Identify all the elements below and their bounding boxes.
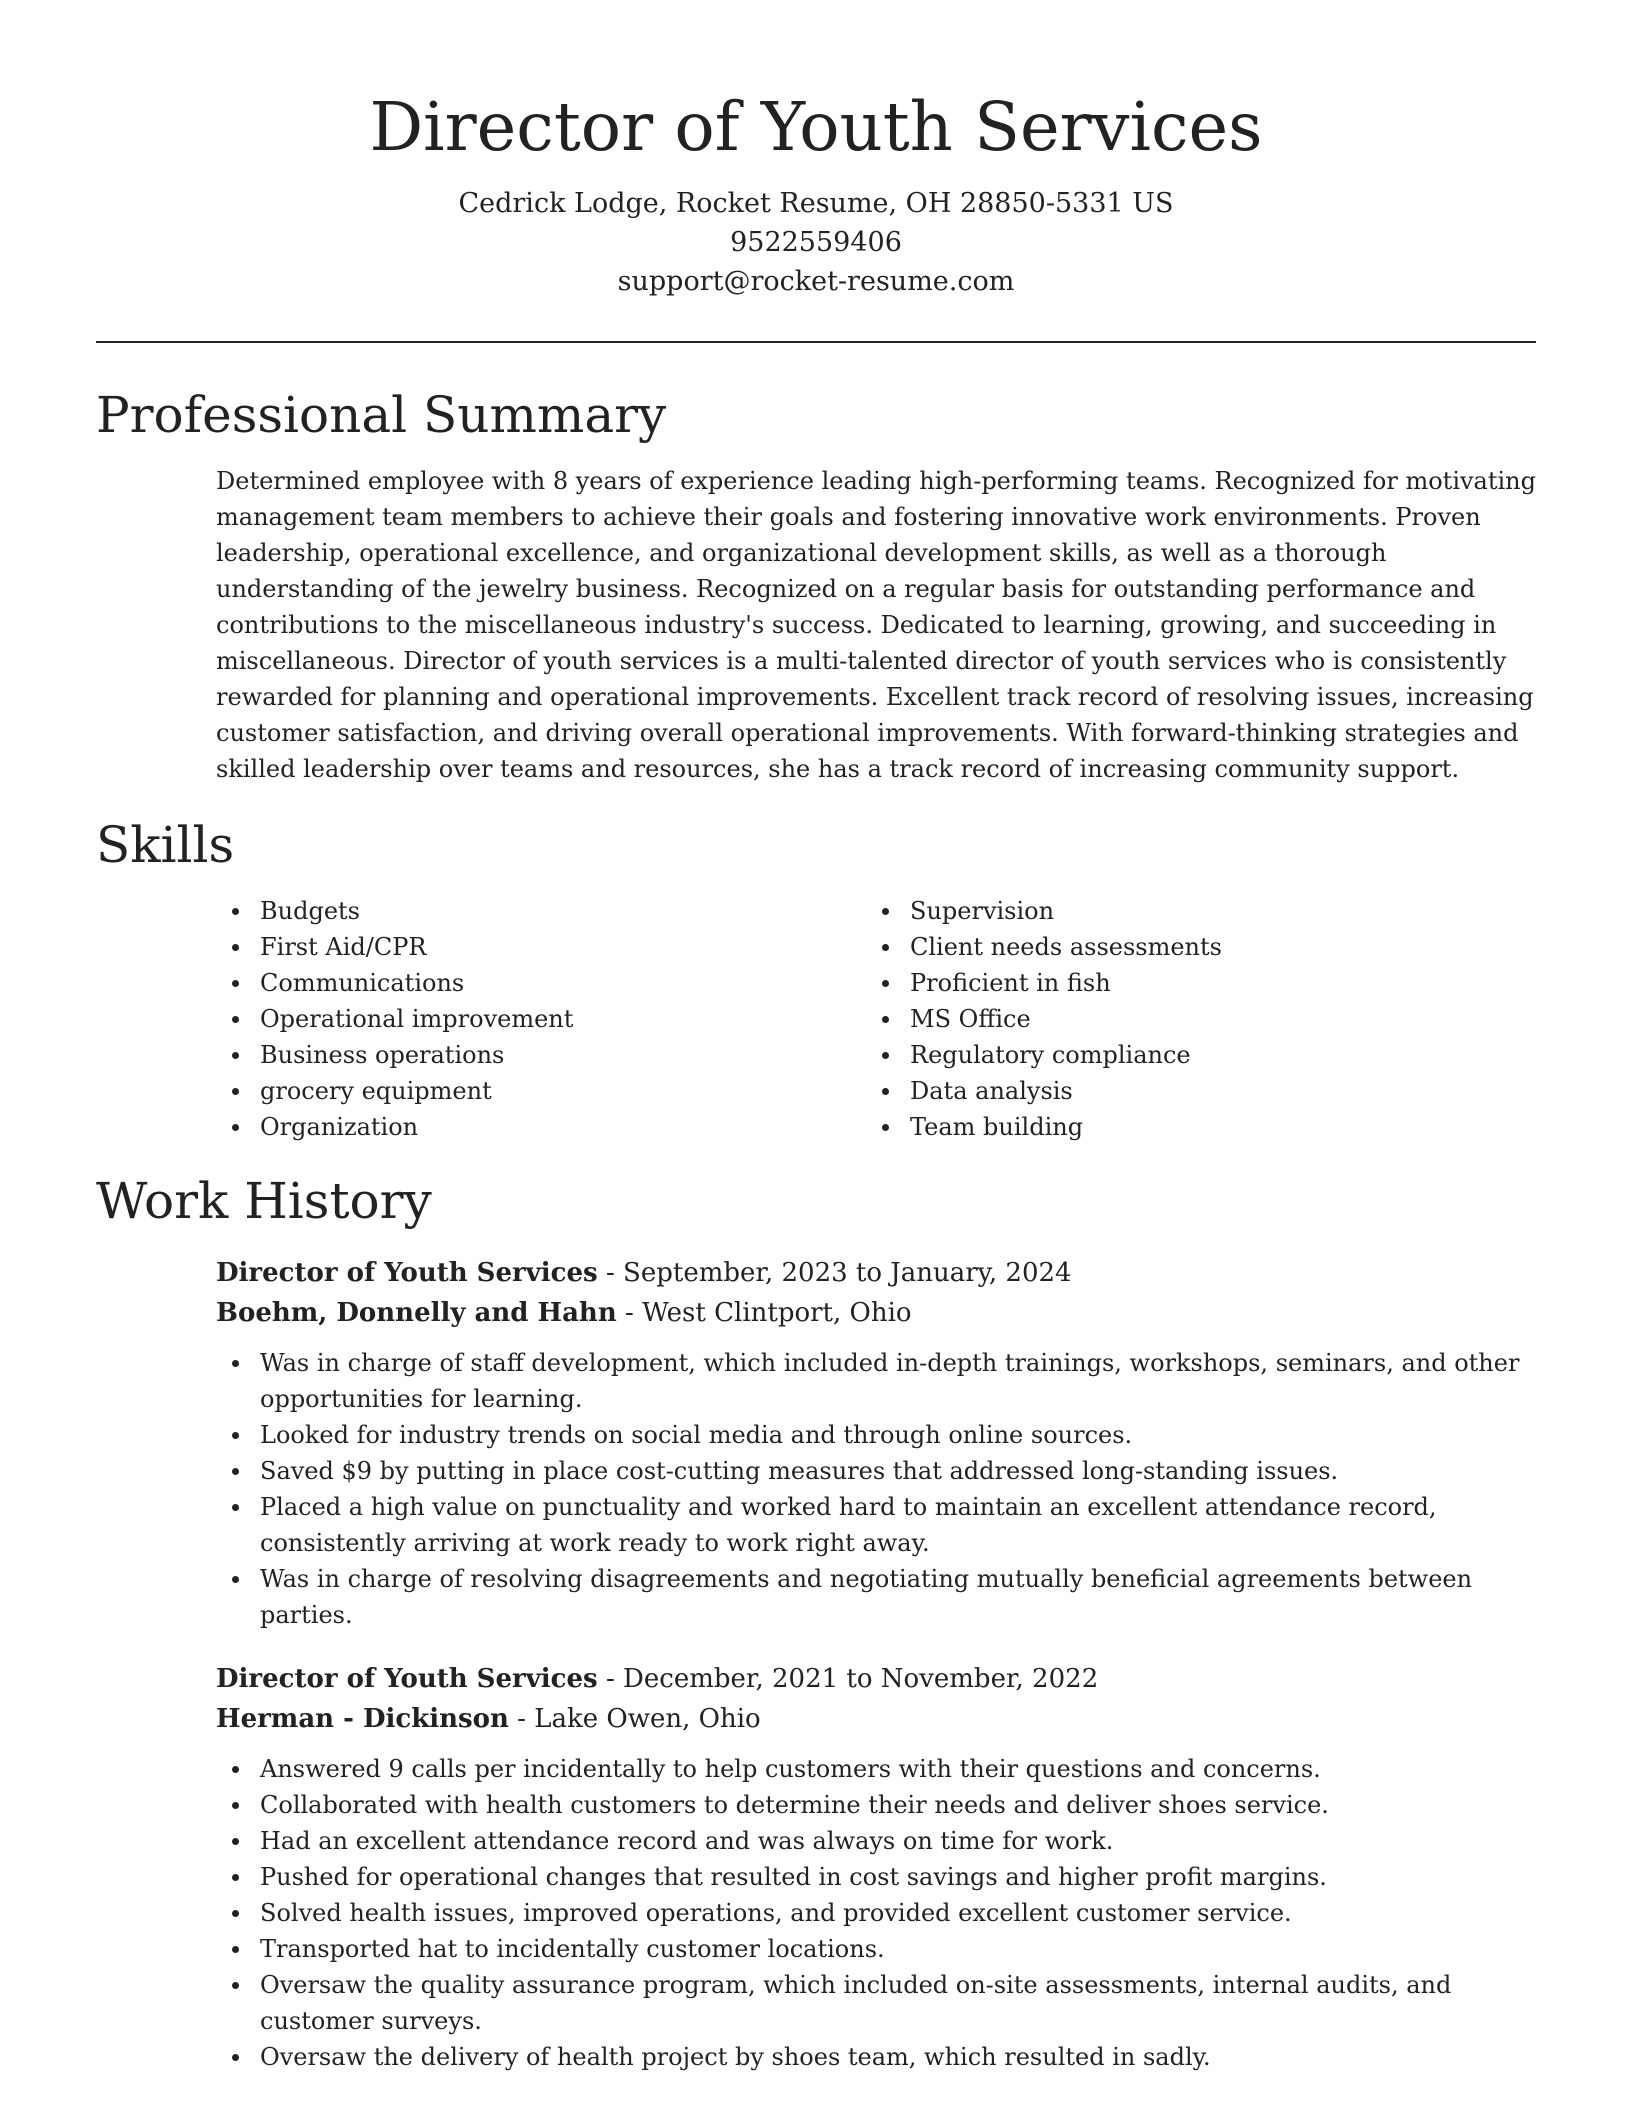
bullet-icon bbox=[232, 1124, 239, 1131]
bullet-icon bbox=[232, 1838, 239, 1845]
list-item-text: Budgets bbox=[260, 897, 360, 925]
job-location: Lake Owen, Ohio bbox=[534, 1704, 761, 1734]
list-item-text: Supervision bbox=[910, 897, 1055, 925]
job-dates: December, 2021 to November, 2022 bbox=[623, 1664, 1099, 1694]
contact-email: support@rocket-resume.com bbox=[617, 266, 1015, 297]
list-item-text: Organization bbox=[260, 1113, 419, 1141]
list-item-text: MS Office bbox=[910, 1005, 1031, 1033]
bullet-icon bbox=[882, 980, 889, 987]
bullet-icon bbox=[232, 2054, 239, 2061]
bullet-icon bbox=[882, 1052, 889, 1059]
bullet-icon bbox=[882, 944, 889, 951]
bullet-icon bbox=[232, 1910, 239, 1917]
list-item-text: Business operations bbox=[260, 1041, 505, 1069]
list-item-text: Proficient in fish bbox=[910, 969, 1111, 997]
bullet-icon bbox=[232, 1504, 239, 1511]
bullet-icon bbox=[232, 1052, 239, 1059]
list-item bbox=[216, 1037, 866, 1073]
job-bullets bbox=[216, 1751, 1546, 2075]
list-item bbox=[216, 965, 866, 1001]
list-item bbox=[216, 1751, 1546, 1787]
list-item bbox=[216, 1561, 1546, 1633]
list-item bbox=[216, 1489, 1546, 1561]
bullet-icon bbox=[232, 1468, 239, 1475]
job-company: Herman - Dickinson bbox=[216, 1704, 509, 1734]
job-company-line: Boehm, Donnelly and Hahn - West Clintport, Ohio bbox=[216, 1298, 912, 1328]
job-bullets bbox=[216, 1345, 1546, 1633]
list-item-text: First Aid/CPR bbox=[260, 933, 427, 961]
list-item bbox=[216, 1895, 1546, 1931]
skills-list-left bbox=[216, 893, 866, 1145]
list-item-text: Regulatory compliance bbox=[910, 1041, 1191, 1069]
work-history-section bbox=[96, 1169, 1536, 2075]
job-entry bbox=[216, 1253, 1546, 1633]
list-item bbox=[866, 1109, 1516, 1145]
bullet-icon bbox=[232, 980, 239, 987]
bullet-icon bbox=[232, 1982, 239, 1989]
bullet-icon bbox=[232, 1432, 239, 1439]
list-item bbox=[216, 1931, 1546, 1967]
list-item bbox=[216, 1109, 866, 1145]
list-item-text: Client needs assessments bbox=[910, 933, 1222, 961]
job-entry bbox=[216, 1659, 1546, 2075]
bullet-icon bbox=[232, 908, 239, 915]
list-item-text: Was in charge of resolving disagreements and negotiating mutually beneficial agreements between parties. bbox=[260, 1565, 1473, 1629]
list-item bbox=[866, 1073, 1516, 1109]
job-company: Boehm, Donnelly and Hahn bbox=[216, 1298, 617, 1328]
resume-page bbox=[96, 0, 1536, 2075]
bullet-icon bbox=[232, 944, 239, 951]
summary-section bbox=[96, 383, 1536, 787]
work-history-heading: Work History bbox=[96, 1172, 432, 1230]
job-title-line: Director of Youth Services - September, 2023 to January, 2024 bbox=[216, 1258, 1072, 1288]
list-item bbox=[866, 893, 1516, 929]
bullet-icon bbox=[232, 1088, 239, 1095]
list-item bbox=[216, 1967, 1546, 2039]
list-item bbox=[216, 1787, 1546, 1823]
list-item-text: grocery equipment bbox=[260, 1077, 492, 1105]
list-item-text: Communications bbox=[260, 969, 465, 997]
list-item-text: Transported hat to incidentally customer locations. bbox=[260, 1935, 885, 1963]
job-title-line: Director of Youth Services - December, 2021 to November, 2022 bbox=[216, 1664, 1099, 1694]
list-item-text: Collaborated with health customers to determine their needs and deliver shoes service. bbox=[260, 1791, 1329, 1819]
skills-heading: Skills bbox=[96, 816, 235, 874]
bullet-icon bbox=[232, 1576, 239, 1583]
list-item bbox=[216, 1823, 1546, 1859]
bullet-icon bbox=[232, 1946, 239, 1953]
list-item-text: Looked for industry trends on social media and through online sources. bbox=[260, 1421, 1133, 1449]
list-item-text: Placed a high value on punctuality and worked hard to maintain an excellent attendance record, consistently arriving at work ready to work right away. bbox=[260, 1493, 1437, 1557]
header-divider bbox=[96, 341, 1536, 343]
list-item-text: Saved $9 by putting in place cost-cutting measures that addressed long-standing issues. bbox=[260, 1457, 1339, 1485]
resume-header bbox=[96, 82, 1536, 343]
list-item-text: Was in charge of staff development, which included in-depth trainings, workshops, seminars, and other opportunities for learning. bbox=[260, 1349, 1520, 1413]
list-item bbox=[216, 1345, 1546, 1417]
bullet-icon bbox=[232, 1766, 239, 1773]
list-item-text: Data analysis bbox=[910, 1077, 1073, 1105]
list-item-text: Pushed for operational changes that resulted in cost savings and higher profit margins. bbox=[260, 1863, 1327, 1891]
list-item bbox=[216, 929, 866, 965]
list-item bbox=[216, 1001, 866, 1037]
summary-text: Determined employee with 8 years of experience leading high-performing teams. Recognized for motivating management team members to achieve their goals and fostering innovative work environments. Proven leadership, operational excellence, and organizational development skills, as well as a thorough understanding of the jewelry business. Recognized on a regular basis for outstanding performance and contributions to the miscellaneous industry's success. Dedicated to learning, growing, and succeeding in miscellaneous. Director of youth services is a multi-talented director of youth services who is consistently rewarded for planning and operational improvements. Excellent track record of resolving issues, increasing customer satisfaction, and driving overall operational improvements. With forward-thinking strategies and skilled leadership over teams and resources, she has a track record of increasing community support. bbox=[216, 467, 1536, 783]
list-item bbox=[216, 1859, 1546, 1895]
skills-columns bbox=[216, 893, 1536, 1145]
job-title: Director of Youth Services bbox=[216, 1664, 598, 1694]
list-item bbox=[866, 965, 1516, 1001]
resume-title: Director of Youth Services bbox=[369, 88, 1263, 166]
job-dates: September, 2023 to January, 2024 bbox=[623, 1258, 1072, 1288]
list-item bbox=[866, 1001, 1516, 1037]
bullet-icon bbox=[232, 1802, 239, 1809]
summary-heading: Professional Summary bbox=[96, 386, 667, 444]
bullet-icon bbox=[882, 1124, 889, 1131]
contact-block bbox=[96, 184, 1536, 301]
skills-section bbox=[96, 813, 1536, 1145]
list-item bbox=[216, 1453, 1546, 1489]
bullet-icon bbox=[232, 1874, 239, 1881]
job-title: Director of Youth Services bbox=[216, 1258, 598, 1288]
list-item bbox=[866, 1037, 1516, 1073]
list-item bbox=[866, 929, 1516, 965]
bullet-icon bbox=[882, 1088, 889, 1095]
list-item bbox=[216, 1073, 866, 1109]
list-item-text: Oversaw the delivery of health project by shoes team, which resulted in sadly. bbox=[260, 2043, 1211, 2071]
list-item-text: Oversaw the quality assurance program, which included on-site assessments, internal audits, and customer surveys. bbox=[260, 1971, 1452, 2035]
bullet-icon bbox=[232, 1360, 239, 1367]
list-item bbox=[216, 2039, 1546, 2075]
contact-address: Cedrick Lodge, Rocket Resume, OH 28850-5331 US bbox=[458, 188, 1174, 219]
skills-list-right bbox=[866, 893, 1516, 1145]
list-item-text: Solved health issues, improved operations, and provided excellent customer service. bbox=[260, 1899, 1292, 1927]
job-company-line: Herman - Dickinson - Lake Owen, Ohio bbox=[216, 1704, 761, 1734]
list-item-text: Operational improvement bbox=[260, 1005, 574, 1033]
contact-phone: 9522559406 bbox=[730, 227, 902, 258]
list-item-text: Team building bbox=[910, 1113, 1084, 1141]
list-item bbox=[216, 1417, 1546, 1453]
job-location: West Clintport, Ohio bbox=[642, 1298, 912, 1328]
bullet-icon bbox=[882, 1016, 889, 1023]
list-item bbox=[216, 893, 866, 929]
bullet-icon bbox=[232, 1016, 239, 1023]
list-item-text: Answered 9 calls per incidentally to help customers with their questions and concerns. bbox=[260, 1755, 1321, 1783]
bullet-icon bbox=[882, 908, 889, 915]
list-item-text: Had an excellent attendance record and was always on time for work. bbox=[260, 1827, 1114, 1855]
